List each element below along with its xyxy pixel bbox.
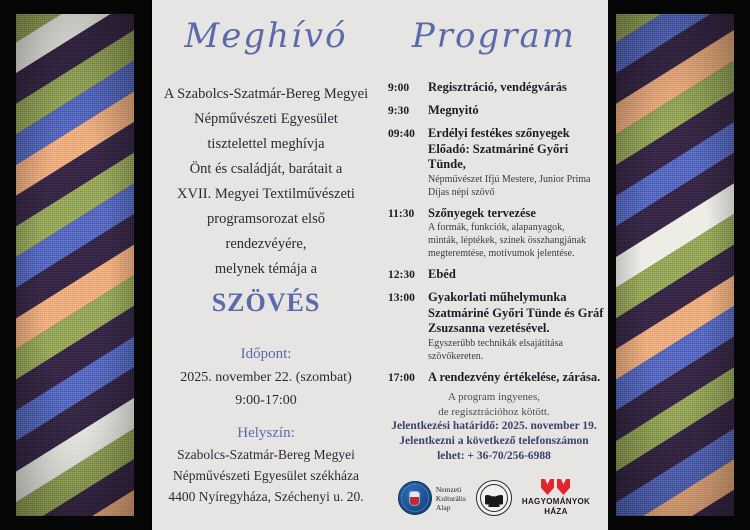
- program-item-text: [428, 103, 604, 119]
- invitation-line: tisztelettel meghívja: [207, 136, 325, 152]
- registration-note-line: lehet: + 36-70/256-6988: [437, 450, 551, 462]
- venue-line: Népművészeti Egyesület székháza: [173, 468, 359, 483]
- invitation-theme: SZÖVÉS: [211, 288, 321, 317]
- registration-note-line: A program ingyenes,: [448, 391, 540, 403]
- weave-vignette: [616, 14, 734, 516]
- program-item-title: Erdélyi festékes szőnyegek: [428, 126, 570, 140]
- program-item: [388, 370, 604, 386]
- weave-vignette: [16, 14, 134, 516]
- venue-heading: Helyszín:: [237, 425, 295, 441]
- hagyomanyok-haza-logo: [522, 479, 590, 517]
- invitation-body: [160, 82, 372, 282]
- invitation-line: programsorozat első: [207, 211, 325, 227]
- sponsor-logos: [386, 470, 602, 526]
- hagyomanyok-tulip-icon: [541, 479, 571, 495]
- szszb-seal-logo: [476, 480, 512, 516]
- program-item: [388, 80, 604, 96]
- date-line: 9:00-17:00: [235, 393, 297, 408]
- program-item-subtitle: Előadó: Szatmáriné Győri Tünde,: [428, 141, 569, 171]
- program-item-note: Díjas népi szövő: [428, 186, 495, 198]
- nka-logo-line: Kulturális: [435, 493, 466, 503]
- date-line: 2025. november 22. (szombat): [180, 370, 352, 385]
- invitation-title: Meghívó: [184, 16, 348, 56]
- program-item-subtitle: Zsuzsanna vezetésével.: [428, 321, 550, 335]
- invitation-line: A Szabolcs-Szatmár-Bereg Megyei: [163, 86, 369, 102]
- program-item-note: A formák, funkciók, alapanyagok,: [428, 222, 565, 233]
- woven-border-right: [600, 0, 750, 530]
- poster-paper: [152, 0, 608, 530]
- venue-lines: [154, 444, 378, 507]
- szszb-seal-icon: [476, 480, 512, 516]
- program-item: [388, 290, 604, 363]
- hagyomanyok-haza-line: HAGYOMÁNYOK: [521, 497, 591, 506]
- program-item-text: [428, 126, 604, 199]
- hagyomanyok-haza-line: HÁZA: [544, 507, 568, 516]
- program-schedule-list: [388, 80, 604, 393]
- program-item-text: [428, 80, 604, 96]
- program-item-title: Megnyitó: [428, 103, 479, 117]
- invitation-column: [152, 0, 380, 530]
- woven-border-left: [0, 0, 150, 530]
- registration-note: [384, 390, 604, 464]
- venue-line: Szabolcs-Szatmár-Bereg Megyei: [177, 447, 355, 462]
- program-item-text: [428, 370, 604, 386]
- nka-logo-text: [436, 485, 466, 512]
- program-item-time: 11:30: [388, 207, 415, 220]
- invitation-line: Önt és családját, barátait a: [189, 161, 343, 177]
- program-item-time: 13:00: [388, 292, 415, 304]
- registration-note-line: Jelentkezni a következő telefonszámon: [399, 435, 589, 447]
- program-item-title: Gyakorlati műhelymunka: [428, 290, 567, 304]
- program-item-time: 9:30: [388, 105, 410, 117]
- invitation-line: melynek témája a: [214, 261, 318, 277]
- nka-logo-line: Nemzeti: [435, 484, 462, 494]
- program-item-note: Népművészet Ifjú Mestere, Junior Prima: [428, 173, 591, 185]
- program-item-time: 9:00: [388, 82, 410, 94]
- program-item-time: 09:40: [388, 128, 415, 140]
- program-title: Program: [411, 16, 577, 56]
- program-item-note: Egyszerűbb technikák elsajátítása: [428, 337, 563, 349]
- program-item: [388, 267, 604, 283]
- registration-note-line: de regisztrációhoz kötött.: [438, 405, 550, 418]
- invitation-line: XVII. Megyei Textilművészeti: [177, 186, 355, 202]
- program-item-note: szövőkereten.: [428, 350, 484, 362]
- program-item-text: [428, 267, 604, 283]
- registration-note-line: Jelentkezési határidő: 2025. november 19.: [391, 420, 597, 432]
- nka-logo: [398, 481, 466, 515]
- program-item-text: [428, 206, 604, 261]
- venue-block: [154, 423, 378, 507]
- program-item-time: 17:00: [388, 371, 415, 384]
- program-item-note: minták, léptékek, színek összhangjának: [428, 235, 587, 246]
- nka-logo-line: Alap: [435, 502, 451, 512]
- invitation-line: rendezvéyére,: [225, 236, 307, 252]
- nka-emblem-icon: [398, 481, 432, 515]
- program-item: [388, 103, 604, 119]
- hagyomanyok-haza-text: [522, 497, 590, 517]
- program-column: [380, 0, 608, 530]
- date-lines: [160, 366, 372, 412]
- program-item-subtitle: Szatmáriné Győri Tünde és Gráf: [428, 305, 604, 320]
- date-heading: Időpont:: [240, 346, 292, 362]
- program-item-title: Szőnyegek tervezése: [428, 205, 536, 220]
- program-item-title: A rendezvény értékelése, zárása.: [428, 369, 601, 384]
- program-item-title: Regisztráció, vendégvárás: [428, 80, 567, 94]
- program-item: [388, 126, 604, 199]
- invitation-line: Népművészeti Egyesület: [194, 111, 338, 127]
- program-item-title: Ebéd: [428, 267, 456, 281]
- venue-line: 4400 Nyíregyháza, Széchenyi u. 20.: [168, 489, 364, 504]
- program-item-note: megteremtése, motívumok jelentése.: [428, 248, 575, 259]
- program-item-time: 12:30: [388, 269, 415, 281]
- program-item: [388, 206, 604, 261]
- program-item-text: [428, 290, 604, 363]
- date-block: [160, 343, 372, 412]
